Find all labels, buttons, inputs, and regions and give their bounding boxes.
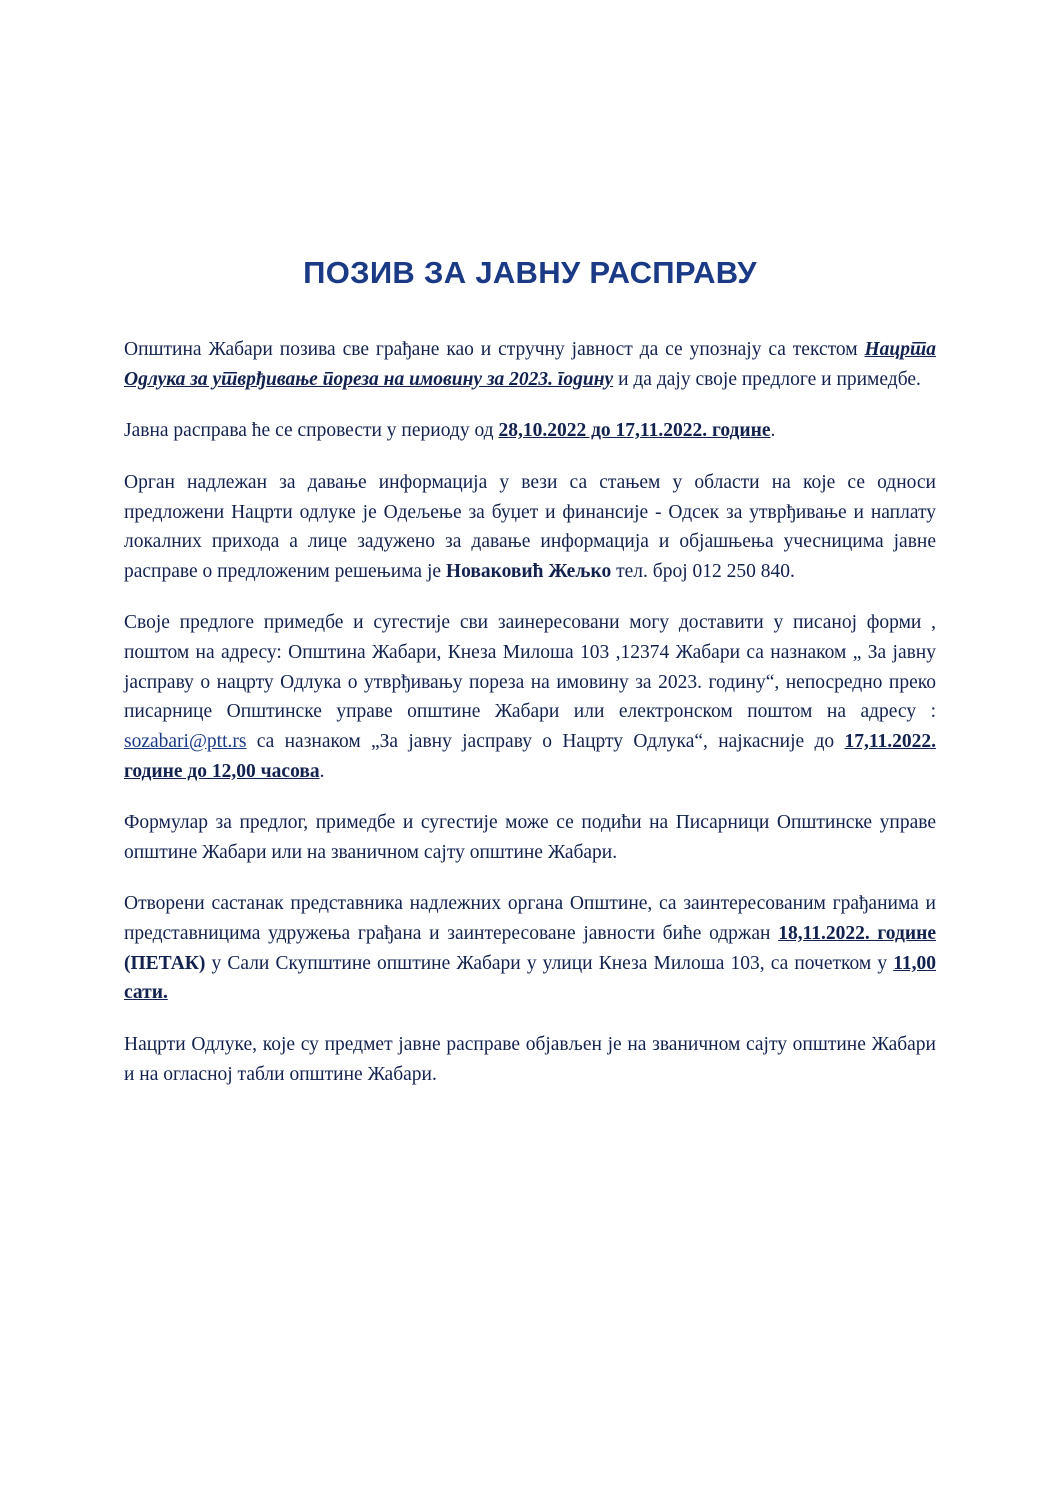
contact-email-link[interactable]: sozabari@ptt.rs — [124, 730, 247, 752]
paragraph-authority-text-1: Орган надлежан за давање информација у вези са стањем у области на које се односи предложени Нацрти одлуке је Одељење за буџет и финансије - Одсек за утврђивање и наплату локалних прихода а лице задужено за давање информација и објашњења учесницима јавне расправе о предложеним решењима је — [124, 471, 936, 582]
paragraph-submission-text-2: са назнаком „За јавну јасправу о Нацрту Одлука“, најкасније до — [246, 730, 845, 752]
paragraph-intro-text-1: Општина Жабари позива све грађане као и стручну јавност да се упознају са текстом — [124, 339, 865, 360]
paragraph-period — [124, 416, 936, 446]
paragraph-authority-text-2: тел. број 012 250 840. — [611, 560, 795, 582]
meeting-time: 11,00 сати. — [124, 952, 936, 1004]
meeting-date: 18,11.2022. године — [778, 923, 936, 944]
paragraph-publication: Нацрти Одлуке, које су предмет јавне расправе објављен је на званичном сајту општине Жабари и на огласној табли општине Жабари. — [124, 1033, 936, 1085]
public-debate-dates: 28,10.2022 до 17,11.2022. године — [498, 420, 771, 442]
paragraph-authority — [124, 468, 936, 587]
contact-person-name: Новаковић Жељко — [445, 560, 612, 582]
paragraph-submission-text-1: Своје предлоге примедбе и сугестије сви заинересовани могу доставити у писаној форми , поштом на адресу: Општина Жабари, Кнеза Милоша 103 ,12374 Жабари са назнаком „ За јавну јасправу о нацрту Одлука о утврђивању пореза на имовину за 2023. годину“, непосредно преко писарнице Општинске управе општине Жабари или електронском поштом на адресу : — [124, 612, 936, 723]
paragraph-intro-text-2: и да дају своје предлоге и примедбе. — [613, 368, 921, 390]
paragraph-submission-text-3: . — [319, 760, 325, 782]
document-body — [124, 255, 936, 1089]
draft-decision-emphasis: Нацрта Одлука за утврђивање пореза на имовину за 2023. годину — [124, 339, 936, 390]
meeting-day: (ПЕТАК) — [124, 952, 206, 974]
paragraph-meeting-text-2: у Сали Скупштине општине Жабари у улици Кнеза Милоша 103, са почетком у — [205, 952, 894, 974]
submission-deadline: 17,11.2022. године до 12,00 часова — [124, 730, 936, 782]
paragraph-period-text-1: Јавна расправа ће се спровести у периоду од — [124, 420, 499, 442]
page-title: ПОЗИВ ЗА ЈАВНУ РАСПРАВУ — [303, 255, 757, 290]
paragraph-meeting — [124, 889, 936, 1008]
paragraph-period-text-2: . — [770, 420, 776, 442]
paragraph-intro — [124, 335, 936, 394]
paragraph-meeting-text-1: Отворени састанак представника надлежних органа Општине, са заинтересованим грађанима и представницима удружења грађана и заинтересоване јавности биће одржан — [124, 893, 936, 944]
paragraph-form: Формулар за предлог, примедбе и сугестије може се подићи на Писарници Општинске управе општине Жабари или на званичном сајту општине Жабари. — [124, 812, 936, 863]
paragraph-submission — [124, 608, 936, 786]
